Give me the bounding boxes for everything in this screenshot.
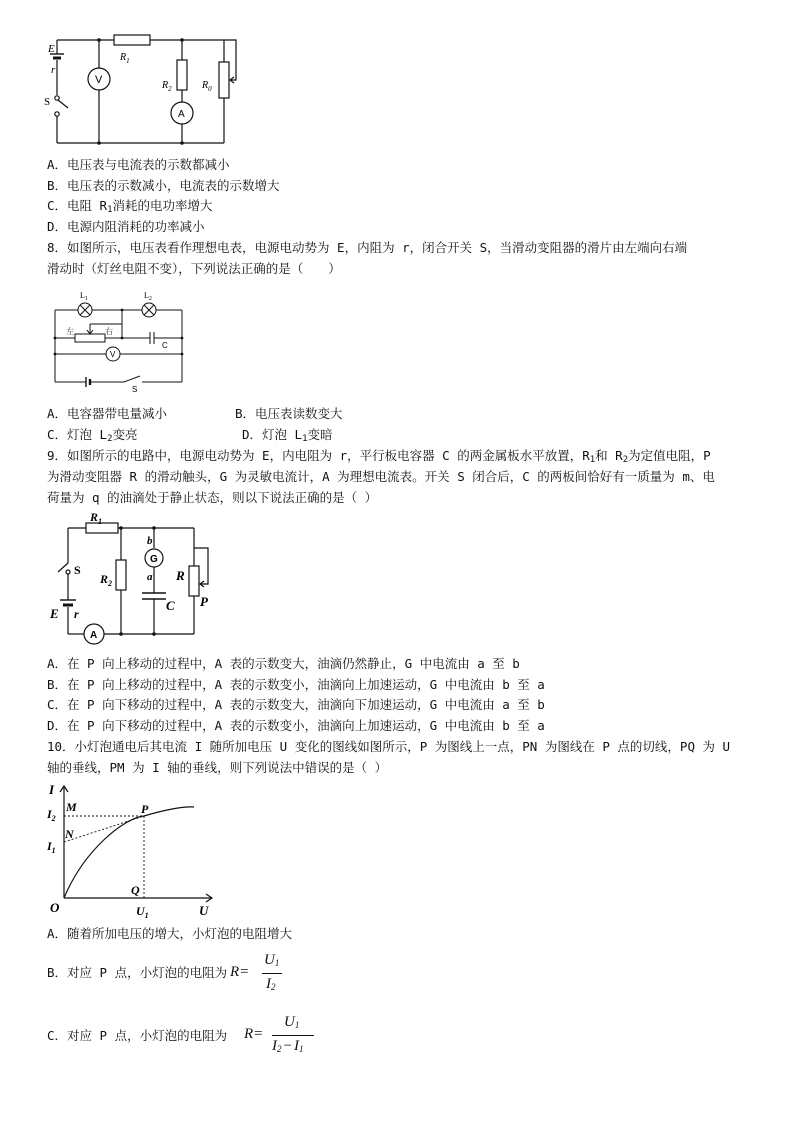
- q9-label-E: E: [50, 606, 59, 621]
- q9-option-a: A．在 P 向上移动的过程中，A 表的示数变大，油滴仍然静止，G 中电流由 a 至 b: [47, 656, 520, 671]
- q8-voltmeter-symbol: V: [110, 350, 116, 359]
- q10-formula-c-num-sub: 1: [294, 1020, 300, 1030]
- q10-formula-c-den1: I: [272, 1038, 277, 1054]
- q10-axis-I-label: I: [49, 782, 55, 797]
- q9-label-R1-sub: 1: [98, 517, 103, 526]
- q9-label-a: a: [147, 571, 153, 583]
- svg-text:R0: [201, 80, 212, 93]
- svg-text:R2: [161, 80, 172, 93]
- q7-label-R0-sub: 0: [208, 85, 212, 93]
- q8-label-S: S: [132, 385, 138, 394]
- q8-label-right: 右: [105, 327, 113, 336]
- q10-axis-U-label: U: [199, 903, 209, 918]
- voltmeter-symbol: V: [95, 74, 103, 86]
- q10-iu-graph: [44, 780, 224, 922]
- q10-formula-c-den: [272, 1038, 303, 1055]
- q10-label-I1: I: [47, 839, 52, 853]
- q8-options-row1: [47, 406, 343, 422]
- q10-formula-c-den1-sub: 2: [277, 1044, 282, 1054]
- ammeter-symbol: A: [178, 109, 185, 120]
- q7-option-c: [47, 198, 213, 218]
- q9-label-R: R: [176, 568, 185, 583]
- q9-stem-line1: [47, 448, 711, 468]
- svg-text:I1: [46, 839, 56, 855]
- q8-label-L1: L: [80, 291, 85, 300]
- q10-label-U1: U: [136, 904, 145, 918]
- q8-option-a: A．电容器带电量减小: [47, 406, 168, 421]
- q10-stem-line2: 轴的垂线，PM 为 I 轴的垂线，则下列说法中错误的是（ ）: [47, 760, 388, 775]
- q9-stem-sub1: 1: [589, 455, 596, 465]
- q9-label-R2-sub: 2: [108, 579, 113, 588]
- q10-formula-b-den-text: I: [266, 976, 271, 992]
- q10-formula-c-den2: I: [293, 1038, 299, 1054]
- q10-formula-c-num: [284, 1014, 299, 1031]
- q10-label-O: O: [50, 900, 60, 915]
- q10-option-c: C．对应 P 点，小灯泡的电阻为: [47, 1028, 228, 1043]
- q10-label-M: M: [66, 800, 77, 814]
- q7-option-b: B．电压表的示数减小，电流表的示数增大: [47, 178, 280, 193]
- q10-formula-c-minus: −: [283, 1038, 292, 1054]
- q7-option-a: A．电压表与电流表的示数都减小: [47, 157, 230, 172]
- q10-formula-b-den-sub: 2: [271, 982, 276, 992]
- q10-formula-b-num: [264, 952, 279, 969]
- q7-label-R2: R: [162, 80, 169, 91]
- q8-label-L1-sub: 1: [84, 296, 88, 302]
- q7-label-R1: R: [120, 52, 127, 63]
- svg-text:U1: [136, 904, 149, 920]
- q10-formula-b-den: [266, 976, 276, 993]
- q9-label-r: r: [74, 607, 79, 621]
- q9-label-R2: R: [100, 572, 109, 586]
- q9-label-b: b: [147, 535, 153, 547]
- q8-stem-line2: 滑动时（灯丝电阻不变），下列说法正确的是（ ）: [47, 261, 341, 276]
- q7-label-r: r: [51, 64, 56, 76]
- q9-label-R1: R: [90, 510, 99, 524]
- q10-formula-b-num-sub: 1: [274, 958, 280, 968]
- q8-option-d: [242, 427, 333, 447]
- q8-label-L2: L: [144, 291, 149, 300]
- svg-text:R1: [119, 52, 130, 65]
- q7-option-c-tail: 消耗的电功率增大: [112, 198, 213, 213]
- q7-option-d: D．电源内阻消耗的功率减小: [47, 219, 205, 234]
- q8-label-left: 左: [66, 327, 74, 336]
- q9-stem-line1-tail: 为定值电阻，P: [628, 448, 711, 463]
- q10-label-I1-sub: 1: [51, 846, 56, 855]
- q10-formula-c-den2-sub: 1: [298, 1044, 304, 1054]
- q10-label-I2-sub: 2: [51, 814, 56, 823]
- svg-text:R1: [89, 510, 102, 526]
- q9-ammeter-symbol: A: [90, 630, 98, 641]
- q7-label-R2-sub: 2: [168, 85, 172, 93]
- q8-option-d-tail: 变暗: [307, 427, 333, 442]
- q10-label-U1-sub: 1: [144, 911, 149, 920]
- q9-label-C: C: [166, 598, 175, 613]
- q10-formula-b-lhs: R=: [230, 964, 250, 980]
- svg-text:L2: [144, 291, 152, 302]
- q10-label-Q: Q: [131, 883, 140, 897]
- q9-circuit-figure: [46, 508, 221, 643]
- q7-label-E: E: [48, 43, 55, 55]
- q10-formula-c-bar: [272, 1035, 314, 1036]
- q10-option-a: A．随着所加电压的增大，小灯泡的电阻增大: [47, 926, 293, 941]
- q10-stem-line1: 10．小灯泡通电后其电流 I 随所加电压 U 变化的图线如图所示，P 为图线上一点，PN 为图线在 P 点的切线，PQ 为 U: [47, 739, 731, 754]
- q7-circuit-figure: [44, 30, 254, 148]
- q8-stem-line1: 8．如图所示，电压表看作理想电表，电源电动势为 E，内阻为 r，闭合开关 S，当滑动变阻器的滑片由左端向右端: [47, 240, 688, 255]
- q9-stem-line3: 荷量为 q 的油滴处于静止状态，则以下说法正确的是（ ）: [47, 490, 378, 505]
- q8-label-L2-sub: 2: [148, 296, 152, 302]
- q7-label-S: S: [44, 96, 51, 108]
- q9-option-c: C．在 P 向下移动的过程中，A 表的示数变大，油滴向下加速运动，G 中电流由 a 至 b: [47, 697, 545, 712]
- q9-stem-line1-text: 9．如图所示的电路中，电源电动势为 E，内电阻为 r，平行板电容器 C 的两金属板水平放置，R: [47, 448, 590, 463]
- q10-formula-c-num-text: U: [284, 1014, 295, 1030]
- q9-label-P: P: [200, 594, 208, 609]
- q10-formula-b-num-text: U: [264, 952, 275, 968]
- galvanometer-symbol: G: [150, 554, 158, 565]
- svg-text:I2: [46, 807, 56, 823]
- q8-options-row2: [47, 427, 333, 447]
- q7-option-c-sub: 1: [107, 205, 113, 215]
- q9-label-S: S: [74, 563, 81, 577]
- q7-label-R0: R: [202, 80, 209, 91]
- q9-option-b: B．在 P 向上移动的过程中，A 表的示数变小，油滴向上加速运动，G 中电流由 b 至 a: [47, 677, 545, 692]
- q10-formula-c-lhs: R=: [244, 1026, 264, 1042]
- q7-label-R1-sub: 1: [126, 57, 130, 65]
- q9-option-d: D．在 P 向下移动的过程中，A 表的示数变小，油滴向上加速运动，G 中电流由 b 至 a: [47, 718, 545, 733]
- q10-label-N: N: [65, 827, 74, 841]
- q9-stem-line1-mid: 和 R: [595, 448, 623, 463]
- q8-option-d-sub: 1: [302, 434, 308, 444]
- q10-option-b: B．对应 P 点，小灯泡的电阻为: [47, 965, 228, 980]
- q8-option-d-text: D．灯泡 L: [242, 427, 303, 442]
- q10-label-I2: I: [47, 807, 52, 821]
- q10-formula-b-bar: [262, 973, 282, 974]
- q8-option-c-text: C．灯泡 L: [47, 427, 108, 442]
- q8-circuit-figure: [50, 288, 190, 392]
- svg-text:L1: [80, 291, 88, 302]
- svg-text:R2: [99, 572, 112, 588]
- q8-option-c: [47, 427, 138, 442]
- q7-option-c-text: C．电阻 R: [47, 198, 108, 213]
- q9-stem-sub2: 2: [622, 455, 629, 465]
- q10-label-P: P: [141, 802, 149, 816]
- q8-option-c-tail: 变亮: [112, 427, 138, 442]
- q8-label-C: C: [162, 341, 168, 350]
- q8-option-c-sub: 2: [107, 434, 113, 444]
- q8-option-b: B．电压表读数变大: [235, 406, 343, 421]
- q9-stem-line2: 为滑动变阻器 R 的滑动触头，G 为灵敏电流计，A 为理想电流表。开关 S 闭合后，C 的两板间恰好有一质量为 m、电: [47, 469, 715, 484]
